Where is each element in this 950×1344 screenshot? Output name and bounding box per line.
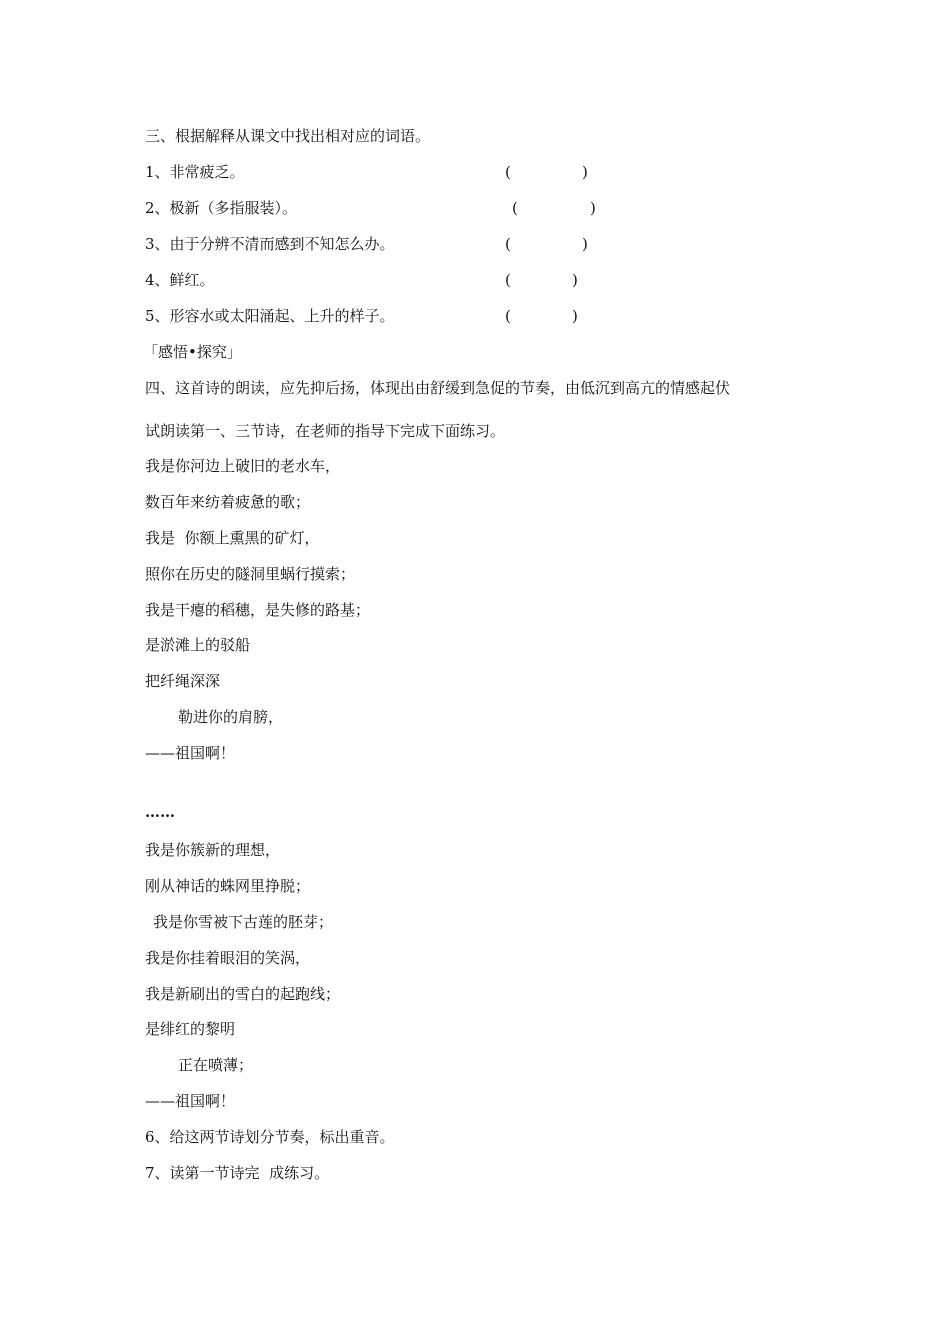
poem-line: 我是你挂着眼泪的笑涡， (145, 949, 311, 967)
question-4-open-paren: ( (505, 271, 511, 289)
question-2-text: 2、极新（多指服装）。 (145, 199, 298, 217)
question-1-close-paren: ) (582, 163, 588, 181)
question-1-text: 1、非常疲乏。 (145, 163, 245, 181)
question-2-close-paren: ) (590, 199, 596, 217)
ellipsis: …… (145, 803, 175, 821)
question-4-close-paren: ) (572, 271, 578, 289)
poem-line: 我是你簇新的理想， (145, 841, 281, 859)
section3-heading: 三、根据解释从课文中找出相对应的词语。 (145, 127, 431, 145)
exercise-7: 7、读第一节诗完 成练习。 (145, 1164, 330, 1182)
poem-line-indented: 勒进你的肩膀， (178, 708, 284, 726)
poem-line: 我是 你额上熏黑的矿灯， (145, 529, 320, 547)
subsection-label: 「感悟•探究」 (143, 343, 242, 361)
poem-line: 是绯红的黎明 (145, 1020, 236, 1038)
question-5-close-paren: ) (572, 307, 578, 325)
poem-line: 是淤滩上的驳船 (145, 636, 251, 654)
poem-line: 我是你河边上破旧的老水车， (145, 457, 341, 475)
question-3-open-paren: ( (505, 235, 511, 253)
question-3-close-paren: ) (582, 235, 588, 253)
poem-line: 我是你雪被下古莲的胚芽； (153, 913, 334, 931)
section4-heading: 四、这首诗的朗读，应先抑后扬，体现出由舒缓到急促的节奏，由低沉到高亢的情感起伏 (145, 379, 731, 397)
question-4-text: 4、鲜红。 (145, 271, 215, 289)
section4-instruction: 试朗读第一、三节诗，在老师的指导下完成下面练习。 (145, 422, 506, 440)
poem-line-indented: 正在喷薄； (178, 1056, 254, 1074)
poem-refrain: ——祖国啊！ (145, 744, 236, 762)
question-1-open-paren: ( (505, 163, 511, 181)
poem-line: 数百年来纺着疲惫的歌； (145, 493, 311, 511)
poem-line: 我是干瘪的稻穗，是失修的路基； (145, 601, 371, 619)
poem-line: 我是新刷出的雪白的起跑线； (145, 985, 341, 1003)
poem-line: 照你在历史的隧洞里蜗行摸索； (145, 565, 356, 583)
question-3-text: 3、由于分辨不清而感到不知怎么办。 (145, 235, 395, 253)
question-5-open-paren: ( (505, 307, 511, 325)
question-2-open-paren: ( (512, 199, 518, 217)
poem-line: 刚从神话的蛛网里挣脱； (145, 877, 311, 895)
question-5-text: 5、形容水或太阳涌起、上升的样子。 (145, 307, 395, 325)
exercise-6: 6、给这两节诗划分节奏，标出重音。 (145, 1128, 395, 1146)
poem-refrain: ——祖国啊！ (145, 1092, 236, 1110)
poem-line: 把纤绳深深 (145, 672, 221, 690)
